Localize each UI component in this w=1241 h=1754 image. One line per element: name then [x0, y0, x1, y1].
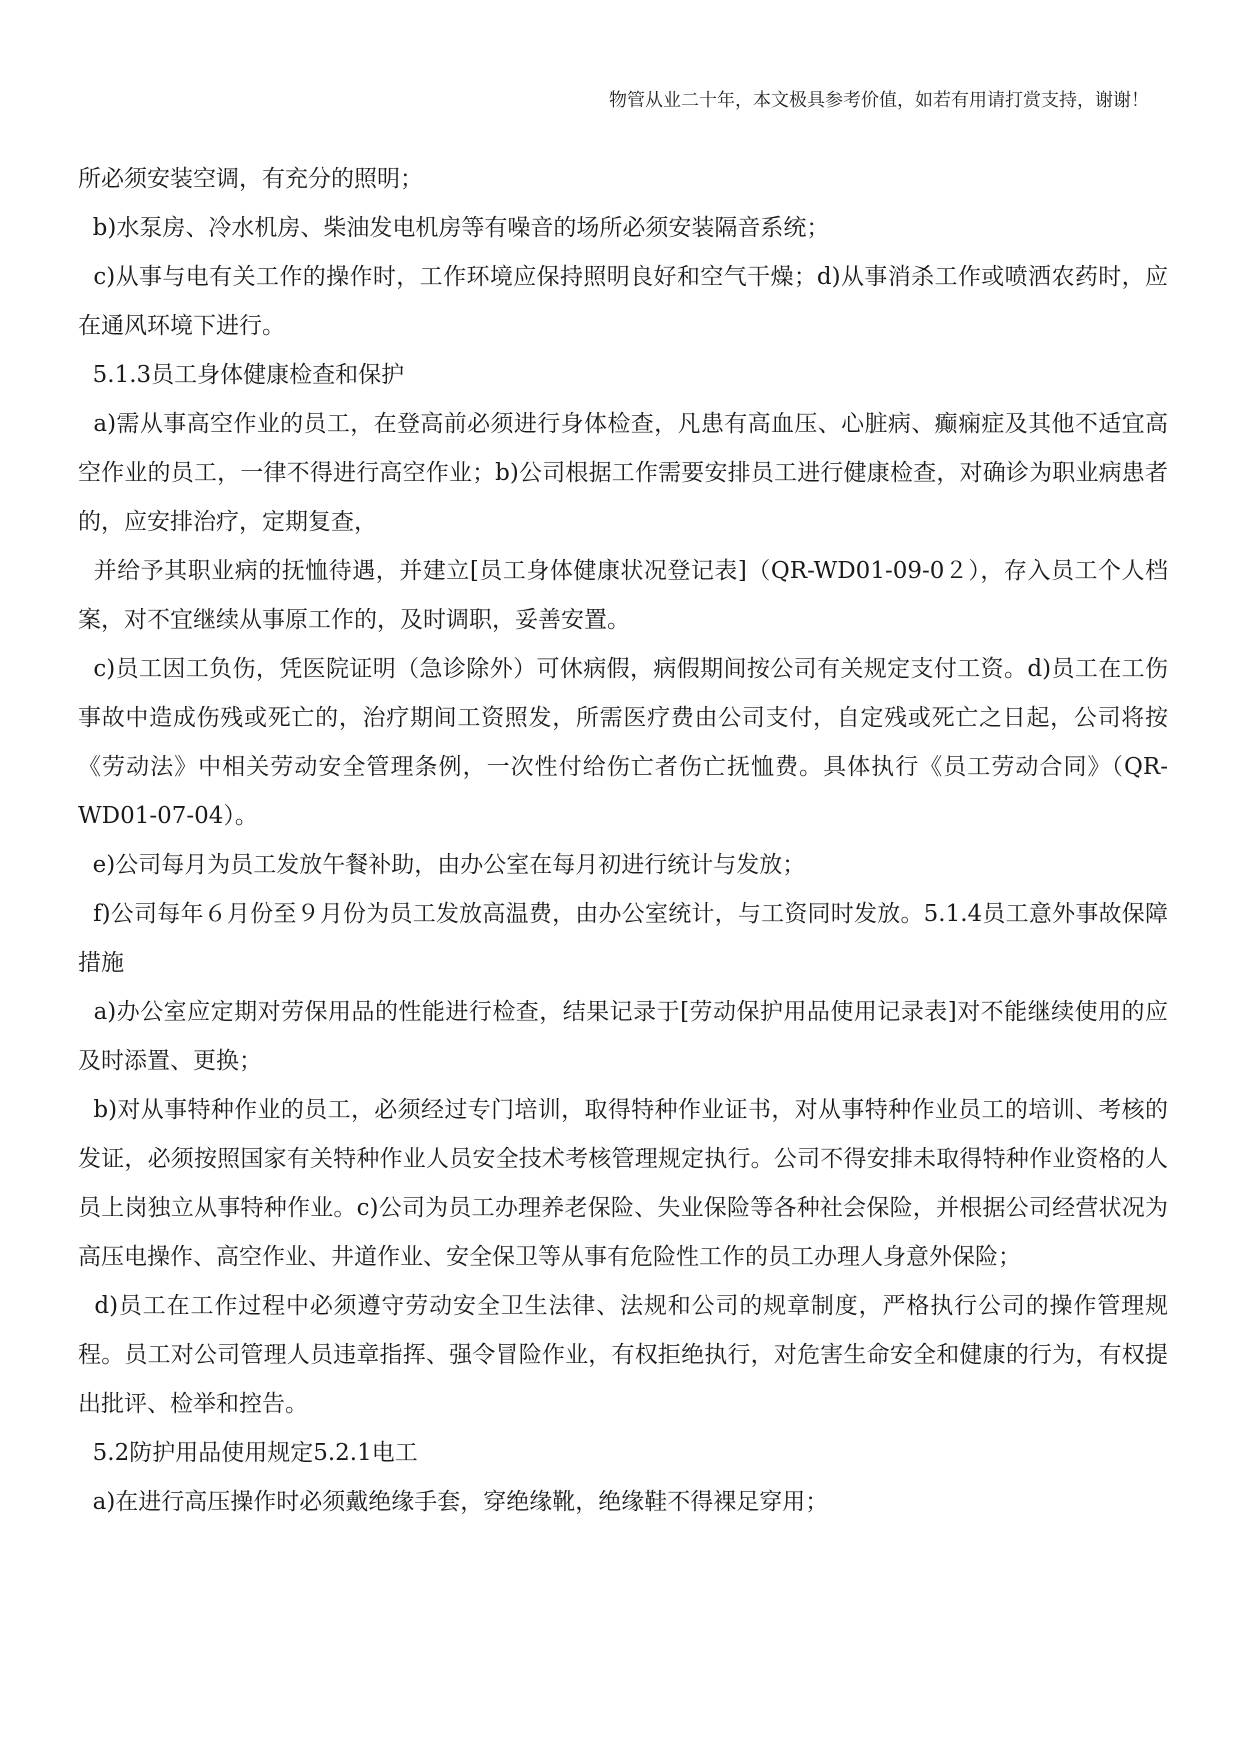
paragraph: a)办公室应定期对劳保用品的性能进行检查，结果记录于[劳动保护用品使用记录表]对不能继续使用的应及时添置、更换；: [78, 999, 1168, 1074]
paragraph: e)公司每月为员工发放午餐补助，由办公室在每月初进行统计与发放；: [78, 852, 806, 878]
section-heading: 5.2防护用品使用规定5.2.1电工: [78, 1440, 418, 1466]
paragraph: d)员工在工作过程中必须遵守劳动安全卫生法律、法规和公司的规章制度，严格执行公司的操作管理规程。员工对公司管理人员违章指挥、强令冒险作业，有权拒绝执行，对危害生命安全和健康的行为，有权提出批评、检举和控告。: [78, 1293, 1169, 1417]
paragraph: 并给予其职业病的抚恤待遇，并建立[员工身体健康状况登记表]（QR-WD01-09-0２），存入员工个人档案，对不宜继续从事原工作的，及时调职，妥善安置。: [78, 558, 1168, 633]
paragraph: 所必须安装空调，有充分的照明；: [78, 166, 423, 192]
paragraph: f)公司每年６月份至９月份为员工发放高温费，由办公室统计，与工资同时发放。5.1.4员工意外事故保障措施: [78, 901, 1168, 976]
section-heading: 5.1.3员工身体健康检查和保护: [78, 362, 405, 388]
paragraph: b)对从事特种作业的员工，必须经过专门培训，取得特种作业证书，对从事特种作业员工的培训、考核的发证，必须按照国家有关特种作业人员安全技术考核管理规定执行。公司不得安排未取得特种作业资格的人员上岗独立从事特种作业。c)公司为员工办理养老保险、失业保险等各种社会保险，并根据公司经营状况为高压电操作、高空作业、井道作业、安全保卫等从事有危险性工作的员工办理人身意外保险；: [78, 1097, 1169, 1270]
document-body: [78, 155, 1168, 1527]
paragraph: c)从事与电有关工作的操作时，工作环境应保持照明良好和空气干燥；d)从事消杀工作或喷洒农药时，应在通风环境下进行。: [78, 264, 1168, 339]
paragraph: c)员工因工负伤，凭医院证明（急诊除外）可休病假，病假期间按公司有关规定支付工资。d)员工在工伤事故中造成伤残或死亡的，治疗期间工资照发，所需医疗费由公司支付，自定残或死亡之日起，公司将按《劳动法》中相关劳动安全管理条例，一次性付给伤亡者伤亡抚恤费。具体执行《员工劳动合同》（QR-WD01-07-04）。: [78, 656, 1168, 829]
header-note: 物管从业二十年，本文极具参考价值，如若有用请打赏支持，谢谢！: [609, 90, 1149, 111]
paragraph: a)需从事高空作业的员工，在登高前必须进行身体检查，凡患有高血压、心脏病、癫痫症及其他不适宜高空作业的员工，一律不得进行高空作业；b)公司根据工作需要安排员工进行健康检查，对确诊为职业病患者的，应安排治疗，定期复查，: [78, 411, 1168, 535]
paragraph: b)水泵房、冷水机房、柴油发电机房等有噪音的场所必须安装隔音系统；: [78, 215, 830, 241]
paragraph: a)在进行高压操作时必须戴绝缘手套，穿绝缘靴，绝缘鞋不得裸足穿用；: [78, 1489, 829, 1515]
